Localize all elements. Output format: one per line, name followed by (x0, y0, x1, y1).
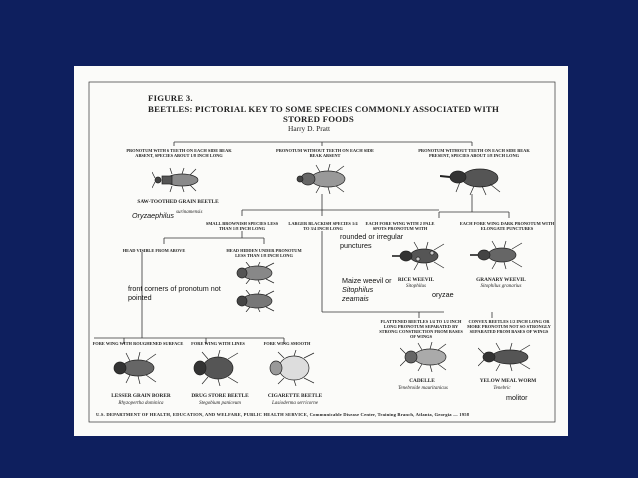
granary-weevil-icon (470, 240, 526, 270)
figure-label: FIGURE 3. (148, 93, 193, 103)
cadelle-icon (400, 342, 452, 372)
annotation-front-corners: front corners of pronotum not pointed (128, 284, 221, 302)
saw-toothed-sci: surinamensis (176, 210, 203, 215)
caption-wing-lines: FORE WING WITH LINES (191, 341, 245, 346)
yellow-meal-worm-sci: Tenebric (493, 386, 511, 391)
flour-beetle-icon (296, 164, 350, 194)
saw-toothed-beetle-icon (152, 166, 202, 194)
figure-title-line2: STORED FOODS (283, 114, 354, 124)
lesser-grain-borer-icon (108, 352, 164, 384)
caption-larger-blackish: LARGER BLACKISH SPECIES 1/4 TO 3/4 INCH LONG (288, 221, 358, 231)
cadelle-sci: Tenebroide mauritanicus (398, 386, 448, 391)
hidden-head-beetle-icon (232, 262, 278, 284)
yellow-meal-worm-name: YELOW MEAL WORM (479, 378, 537, 384)
annotation-maize-species: zeamais (342, 294, 369, 303)
rice-weevil-name: RICE WEEVIL (397, 277, 435, 283)
cadelle-name: CADELLE (409, 378, 435, 384)
figure-title-line1: BEETLES: PICTORIAL KEY TO SOME SPECIES COMMONLY ASSOCIATED WITH (148, 104, 500, 114)
granary-weevil-name: GRANARY WEEVIL (476, 277, 526, 283)
caption-fore-wing-pits: EACH FORE WING WITH 2 PALE SPOTS PRONOTUM WITH (365, 221, 435, 231)
caption-top-right: PRONOTUM WITHOUT TEETH ON EACH SIDE BEAK PRESENT, SPECIES ABOUT 1/8 INCH LONG (418, 148, 530, 158)
cigarette-name: CIGARETTE BEETLE (267, 393, 323, 399)
figure-author: Harry D. Pratt (288, 124, 331, 133)
annotation-oryzae: oryzae (432, 290, 454, 299)
rice-weevil-icon (392, 241, 448, 271)
saw-toothed-name: SAW-TOOTHED GRAIN BEETLE (137, 199, 219, 205)
caption-convex: CONVEX BEETLES 1/2 INCH LONG OR MORE PRONOTUM NOT SO STRONGLY SEPARATED FROM BASES OF WINGS (467, 319, 551, 334)
drug-store-name: DRUG STORE BEETLE (191, 393, 249, 399)
granary-weevil-sci: Sitophilus granarius (480, 284, 522, 289)
caption-wing-roughened: FORE WING WITH ROUGHENED SURFACE (92, 341, 184, 346)
caption-flattened: FLATTENED BEETLES 1/4 TO 1/2 INCH LONG PRONOTUM SEPARATED BY STRONG CONSTRICTION FROM BASES OF WINGS (379, 319, 463, 339)
cigarette-sci: Lasioderma serricorne (272, 401, 318, 406)
annotation-maize-genus: Sitophilus (342, 285, 374, 294)
drug-store-sci: Stegobium paniceum (199, 401, 241, 406)
weevil-top-icon (440, 162, 506, 196)
caption-top-middle: PRONOTUM WITHOUT TEETH ON EACH SIDE BEAK ABSENT (276, 148, 374, 158)
rice-weevil-sci: Sitophilus (405, 284, 426, 289)
cigarette-beetle-icon (264, 350, 318, 386)
meal-worm-beetle-icon (478, 342, 534, 372)
annotation-rounded-punctures: rounded or irregular punctures (340, 232, 404, 250)
slide (74, 66, 568, 436)
drug-store-beetle-icon (188, 350, 242, 386)
hidden-head-beetle-2-icon (232, 290, 278, 312)
annotation-maize-prefix: Maize weevil or (342, 276, 392, 285)
annotation-molitor: molitor (506, 393, 528, 402)
caption-head-hidden: HEAD HIDDEN UNDER PRONOTUM LESS THAN 1/8 INCH LONG (226, 248, 302, 258)
footer-credit: U.S. DEPARTMENT OF HEALTH, EDUCATION, AND WELFARE, PUBLIC HEALTH SERVICE, Communicable Disease Center, Training Branch, Atlanta, Georgia — 1958 (96, 412, 470, 417)
caption-small-brownish: SMALL BROWNISH SPECIES LESS THAN 1/8 INCH LONG (205, 221, 279, 231)
caption-wing-smooth: FORE WING SMOOTH (263, 341, 311, 346)
lesser-grain-borer-name: LESSER GRAIN BORER (111, 393, 171, 399)
caption-head-visible: HEAD VISIBLE FROM ABOVE (122, 248, 186, 253)
caption-fore-wing-dark: EACH FORE WING DARK PRONOTUM WITH ELONGATE PUNCTURES (459, 221, 555, 231)
lesser-grain-borer-sci: Rhyzopertha dominica (118, 401, 164, 406)
caption-top-left: PRONOTUM WITH 6 TEETH ON EACH SIDE BEAK ABSENT, SPECIES ABOUT 1/8 INCH LONG (126, 148, 232, 158)
annotation-oryzaephilus: Oryzaephilus (132, 211, 174, 220)
